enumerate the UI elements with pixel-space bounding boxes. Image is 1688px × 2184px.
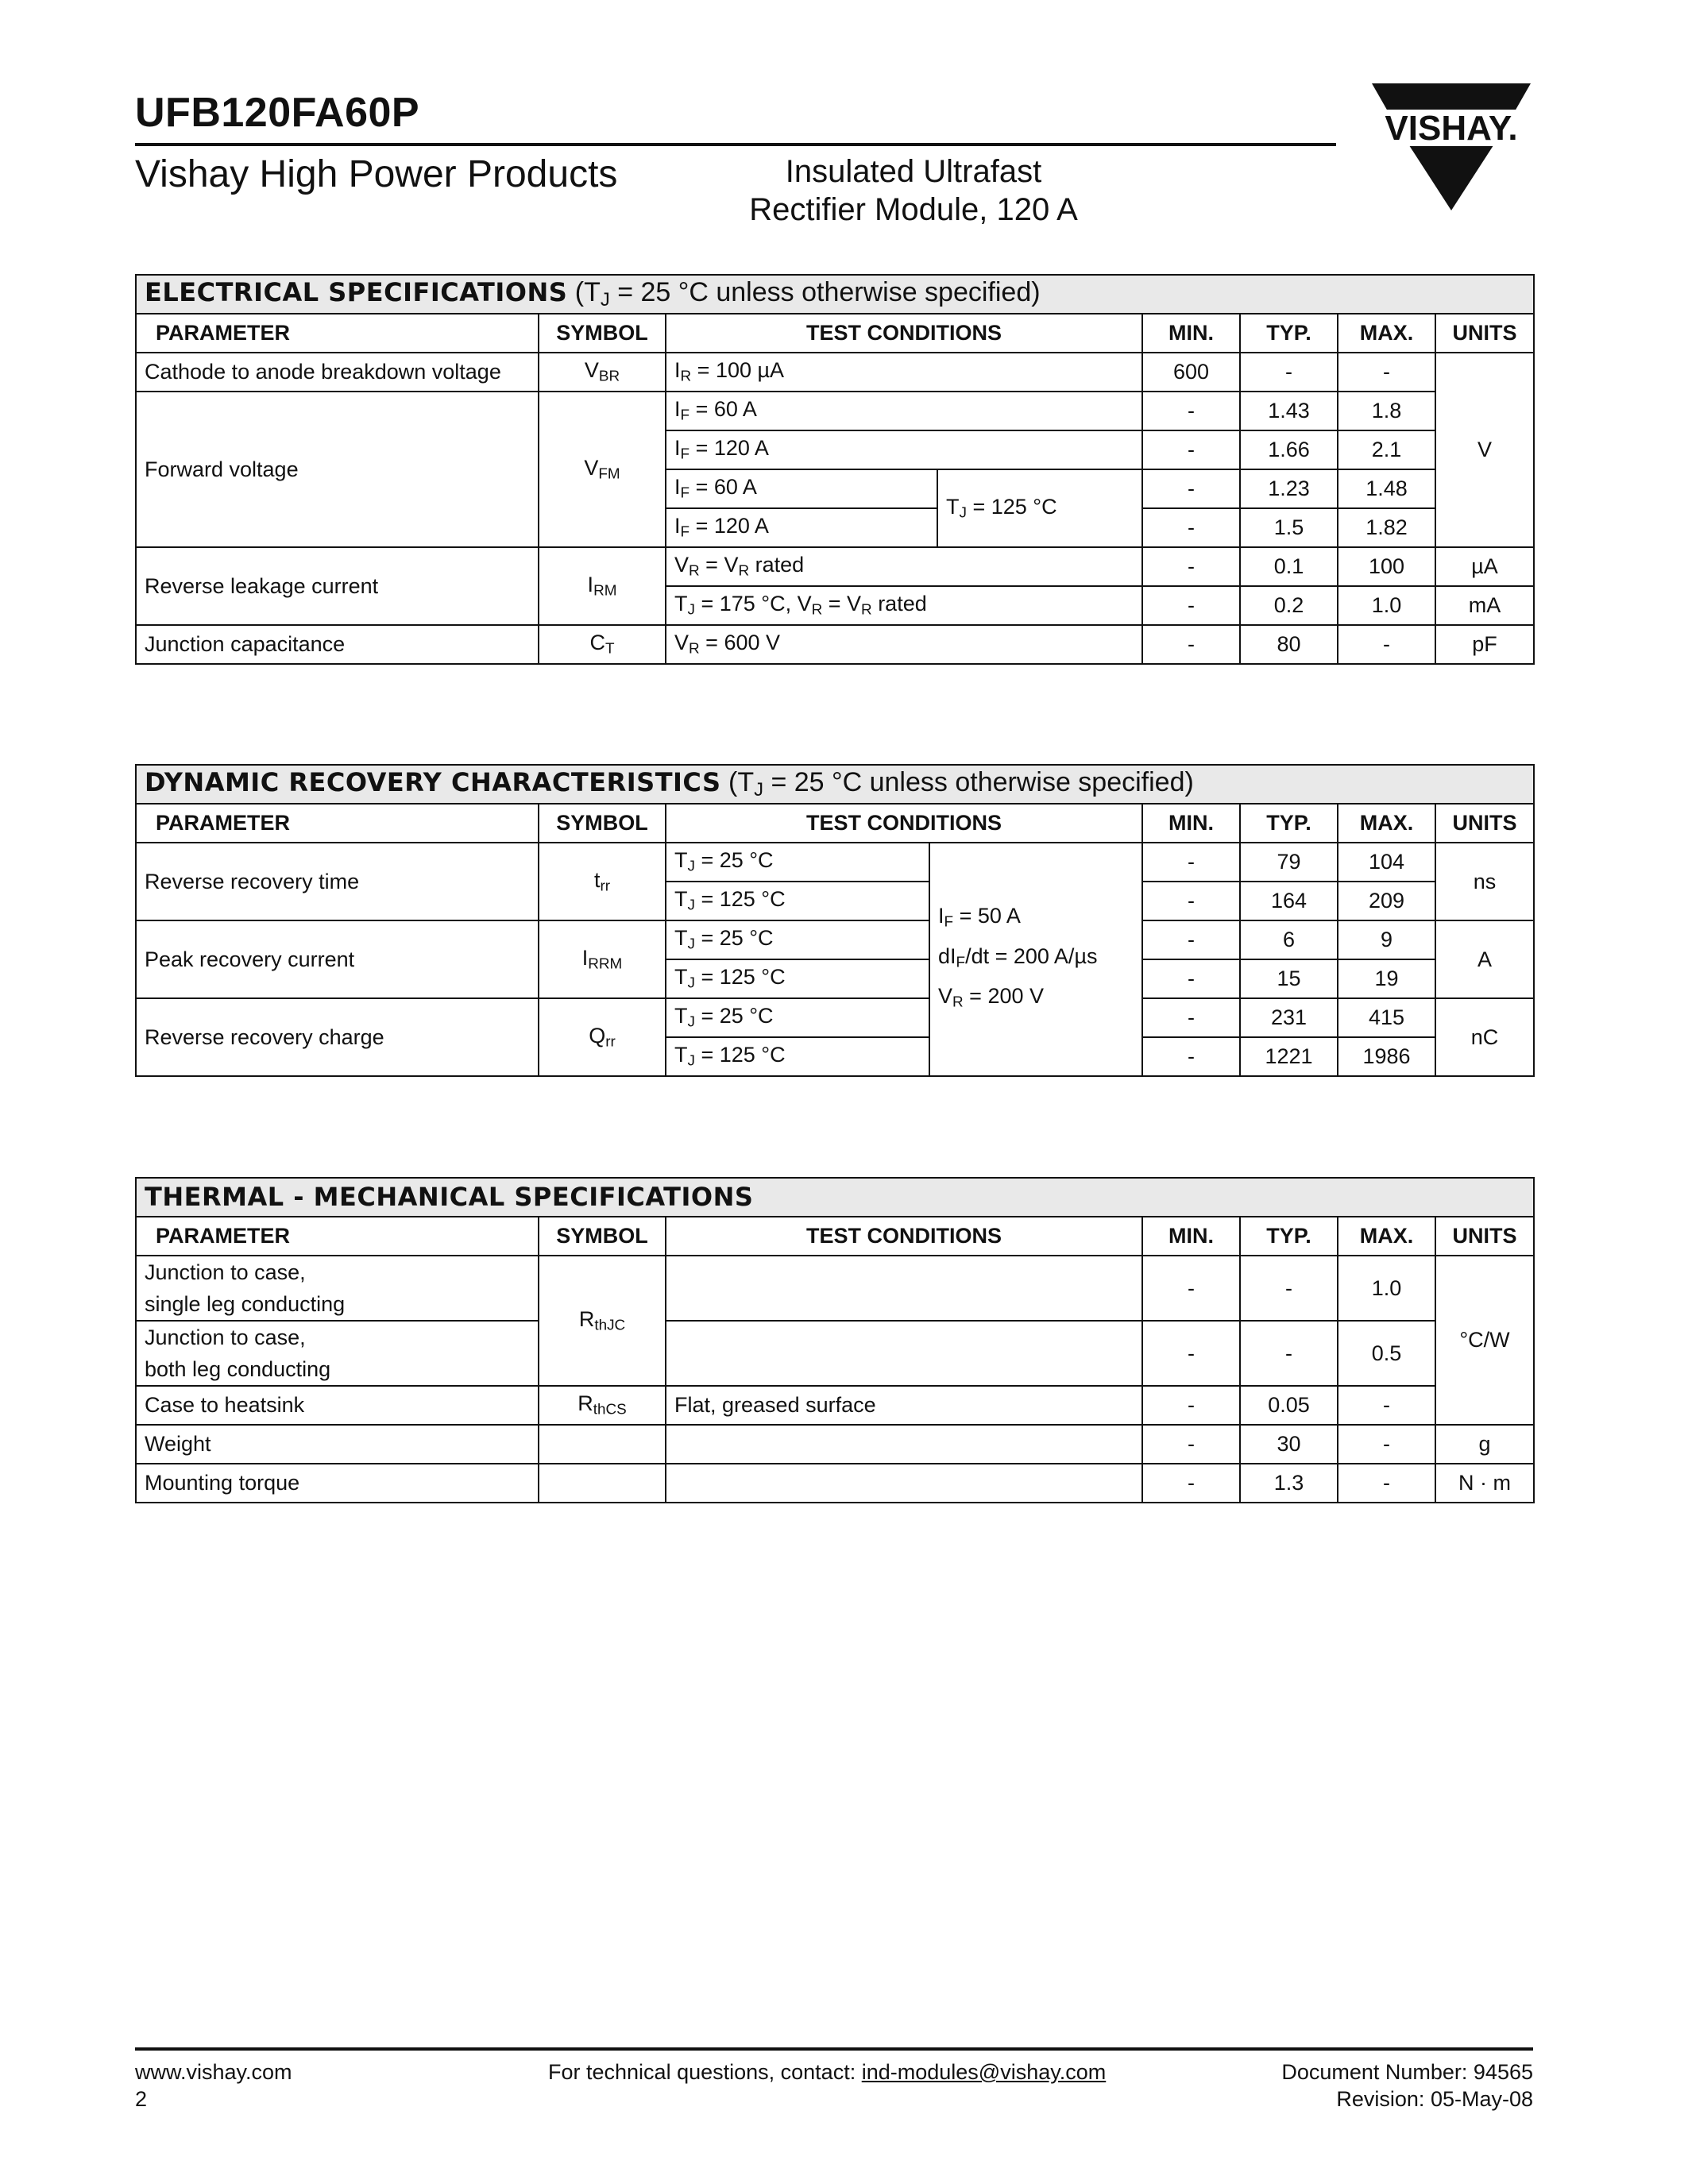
col-header-typ: TYP.: [1240, 804, 1338, 843]
col-header-units: UNITS: [1435, 804, 1534, 843]
table-row: Reverse recovery charge $Q_{rr}$ $T_J = 25$ °C - 231 415 nC: [136, 998, 1534, 1037]
col-header-min: MIN.: [1142, 314, 1240, 353]
table-row: $I_F = 60$ A $T_J = 125$ °C - 1.23 1.48: [136, 469, 1534, 508]
col-header-parameter: PARAMETER: [136, 314, 539, 353]
col-header-parameter: PARAMETER: [136, 1217, 539, 1256]
company-name: Vishay High Power Products: [135, 153, 618, 195]
table-row: Case to heatsink $R_{thCS}$ Flat, greased surface - 0.05 -: [136, 1386, 1534, 1425]
table-row: Junction to case, single leg conducting $R_{thJC}$ - - 1.0 °C/W: [136, 1256, 1534, 1321]
table-row: Reverse recovery time $t_{rr}$ $T_J = 25$ °C $I_F = 50$ A $dI_F/dt = 200$ A/µs $V_R = 200$ V - 79 104 ns: [136, 843, 1534, 882]
col-header-min: MIN.: [1142, 1217, 1240, 1256]
table-title: DYNAMIC RECOVERY CHARACTERISTICS ($T_J = 25$ °C unless otherwise specified): [136, 765, 1534, 804]
table-row: $I_F = 120$ A - 1.5 1.82: [136, 508, 1534, 547]
col-header-units: UNITS: [1435, 1217, 1534, 1256]
revision-date: Revision: 05-May-08: [1336, 2087, 1533, 2111]
page-number: 2: [135, 2087, 148, 2111]
header-rule: [135, 143, 1336, 146]
col-header-typ: TYP.: [1240, 314, 1338, 353]
table-row: Cathode to anode breakdown voltage $V_{BR}$ $I_R = 100$ µA 600 - - V: [136, 353, 1534, 392]
col-header-parameter: PARAMETER: [136, 804, 539, 843]
col-header-max: MAX.: [1338, 804, 1435, 843]
table-row: $T_J = 175$ °C, $V_R = V_R$ rated - 0.2 1.0 mA: [136, 586, 1534, 625]
col-header-test-conditions: TEST CONDITIONS: [666, 314, 1142, 353]
col-header-typ: TYP.: [1240, 1217, 1338, 1256]
col-header-symbol: SYMBOL: [539, 804, 666, 843]
table-row: Junction to case, both leg conducting - - 0.5: [136, 1321, 1534, 1386]
table-row: Reverse leakage current $I_{RM}$ $V_R = V_R$ rated - 0.1 100 µA: [136, 547, 1534, 586]
col-header-min: MIN.: [1142, 804, 1240, 843]
col-header-symbol: SYMBOL: [539, 1217, 666, 1256]
table-row: Forward voltage $V_{FM}$ $I_F = 60$ A - 1.43 1.8: [136, 392, 1534, 430]
col-header-symbol: SYMBOL: [539, 314, 666, 353]
col-header-max: MAX.: [1338, 1217, 1435, 1256]
table-title: ELECTRICAL SPECIFICATIONS ($T_J = 25$ °C unless otherwise specified): [136, 275, 1534, 314]
col-header-max: MAX.: [1338, 314, 1435, 353]
electrical-specifications-table: [135, 274, 1535, 665]
table-row: $T_J = 125$ °C - 15 19: [136, 959, 1534, 998]
table-row: $T_J = 125$ °C - 164 209: [136, 882, 1534, 920]
footer-contact: For technical questions, contact: ind-modules@vishay.com: [548, 2060, 1107, 2084]
dynamic-recovery-table: [135, 764, 1535, 1077]
table-row: Peak recovery current $I_{RRM}$ $T_J = 25$ °C - 6 9 A: [136, 920, 1534, 959]
subtitle-line-2: Rectifier Module, 120 A: [749, 192, 1078, 227]
table-row: Junction capacitance $C_T$ $V_R = 600$ V - 80 - pF: [136, 625, 1534, 664]
col-header-test-conditions: TEST CONDITIONS: [666, 1217, 1142, 1256]
table-row: Weight - 30 - g: [136, 1425, 1534, 1464]
subtitle-line-1: Insulated Ultrafast: [785, 154, 1042, 189]
table-row: Mounting torque - 1.3 - N · m: [136, 1464, 1534, 1503]
table-row: $I_F = 120$ A - 1.66 2.1: [136, 430, 1534, 469]
table-title: THERMAL - MECHANICAL SPECIFICATIONS: [136, 1178, 1534, 1217]
logo-wordmark: VISHAY.: [1385, 109, 1518, 148]
col-header-test-conditions: TEST CONDITIONS: [666, 804, 1142, 843]
part-number: UFB120FA60P: [135, 90, 420, 136]
thermal-mechanical-table: [135, 1177, 1535, 1503]
col-header-units: UNITS: [1435, 314, 1534, 353]
table-row: $T_J = 125$ °C - 1221 1986: [136, 1037, 1534, 1076]
footer-rule: [135, 2047, 1533, 2051]
document-subtitle: [604, 152, 1223, 229]
vishay-logo: [1368, 79, 1535, 214]
footer-website-link[interactable]: www.vishay.com: [135, 2060, 292, 2084]
document-number: Document Number: 94565: [1281, 2060, 1533, 2084]
contact-email-link[interactable]: ind-modules@vishay.com: [861, 2060, 1107, 2084]
